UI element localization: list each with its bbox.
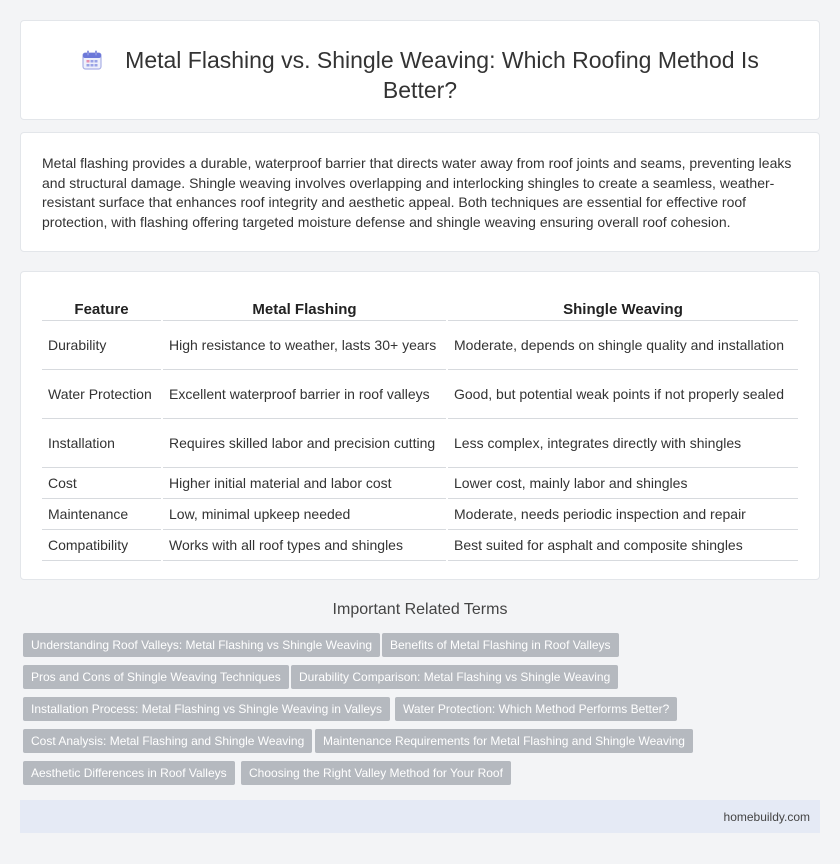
related-term-tag[interactable]: Aesthetic Differences in Roof Valleys — [23, 761, 235, 785]
table-cell: Requires skilled labor and precision cutting — [162, 418, 447, 467]
table-cell: Excellent waterproof barrier in roof valleys — [162, 369, 447, 418]
table-cell: Durability — [42, 320, 162, 369]
table-cell: Lower cost, mainly labor and shingles — [447, 467, 798, 498]
table-cell: High resistance to weather, lasts 30+ years — [162, 320, 447, 369]
page-title-wrap — [21, 45, 819, 105]
table-cell: Good, but potential weak points if not properly sealed — [447, 369, 798, 418]
column-header-shingle-weaving: Shingle Weaving — [447, 296, 798, 320]
table-row — [42, 498, 798, 529]
related-term-tag[interactable]: Understanding Roof Valleys: Metal Flashing vs Shingle Weaving — [23, 633, 380, 657]
table-cell: Compatibility — [42, 529, 162, 560]
table-header-row — [42, 296, 798, 320]
calendar-icon — [81, 48, 103, 70]
table-cell: Cost — [42, 467, 162, 498]
table-cell: Works with all roof types and shingles — [162, 529, 447, 560]
related-term-tag[interactable]: Installation Process: Metal Flashing vs Shingle Weaving in Valleys — [23, 697, 390, 721]
comparison-table — [42, 296, 798, 561]
table-cell: Low, minimal upkeep needed — [162, 498, 447, 529]
table-row — [42, 320, 798, 369]
column-header-metal-flashing: Metal Flashing — [162, 296, 447, 320]
table-cell: Moderate, depends on shingle quality and installation — [447, 320, 798, 369]
related-terms-title: Important Related Terms — [332, 601, 508, 618]
related-term-tag[interactable]: Benefits of Metal Flashing in Roof Valleys — [382, 633, 619, 657]
page-title: Metal Flashing vs. Shingle Weaving: Which Roofing Method Is Better? — [125, 47, 759, 103]
title-card — [20, 20, 820, 120]
related-term-tag[interactable]: Pros and Cons of Shingle Weaving Techniques — [23, 665, 289, 689]
table-cell: Installation — [42, 418, 162, 467]
table-cell: Maintenance — [42, 498, 162, 529]
column-header-feature: Feature — [42, 296, 162, 320]
footer-site-link[interactable]: homebuildy.com — [723, 810, 810, 824]
table-row — [42, 467, 798, 498]
footer — [20, 800, 820, 833]
related-term-tag[interactable]: Water Protection: Which Method Performs Better? — [395, 697, 677, 721]
related-term-tag[interactable]: Cost Analysis: Metal Flashing and Shingle Weaving — [23, 729, 312, 753]
table-cell: Water Protection — [42, 369, 162, 418]
table-cell: Higher initial material and labor cost — [162, 467, 447, 498]
table-row — [42, 369, 798, 418]
table-row — [42, 529, 798, 560]
related-term-tag[interactable]: Maintenance Requirements for Metal Flashing and Shingle Weaving — [315, 729, 693, 753]
table-cell: Less complex, integrates directly with shingles — [447, 418, 798, 467]
table-row — [42, 418, 798, 467]
table-cell: Best suited for asphalt and composite shingles — [447, 529, 798, 560]
intro-card — [20, 132, 820, 252]
related-term-tag[interactable]: Choosing the Right Valley Method for Your Roof — [241, 761, 511, 785]
comparison-card — [20, 271, 820, 580]
table-cell: Moderate, needs periodic inspection and repair — [447, 498, 798, 529]
intro-paragraph: Metal flashing provides a durable, waterproof barrier that directs water away from roof joints and seams, preventing leaks and structural damage. Shingle weaving involves overlapping and interlocking shingles to create a seamless, weather-resistant surface that enhances roof integrity and aesthetic appeal. Both techniques are essential for effective roof protection, with flashing offering targeted moisture defense and shingle weaving ensuring overall roof cohesion. — [42, 155, 792, 230]
related-term-tag[interactable]: Durability Comparison: Metal Flashing vs Shingle Weaving — [291, 665, 618, 689]
